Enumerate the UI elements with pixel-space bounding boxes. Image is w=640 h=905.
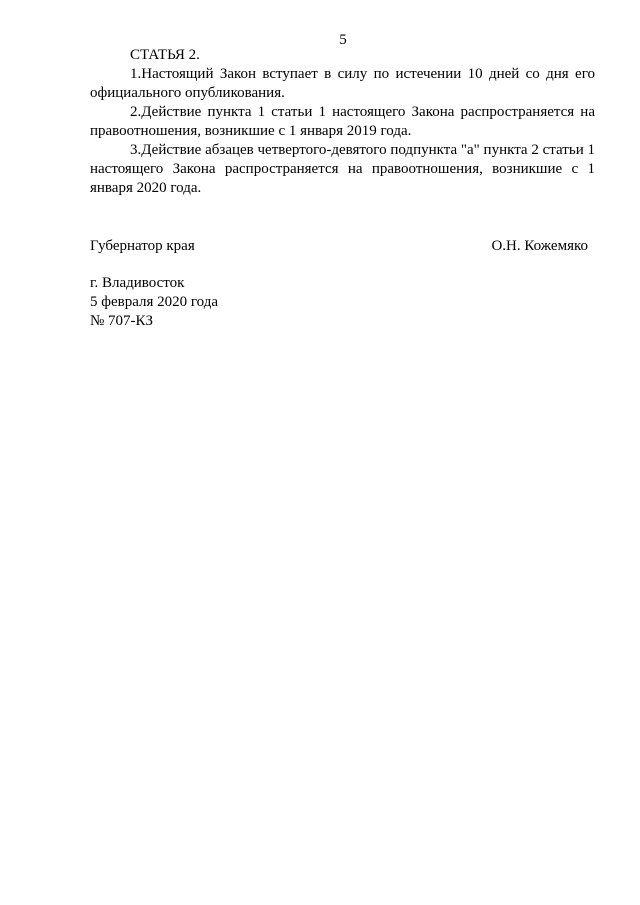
law-number-line: № 707-КЗ xyxy=(90,313,154,329)
date-line: 5 февраля 2020 года xyxy=(90,294,219,310)
signatory-name: О.Н. Кожемяко xyxy=(491,238,588,254)
signatory-position: Губернатор края xyxy=(90,238,195,254)
page-number: 5 xyxy=(339,32,347,48)
article-paragraph-3: 3.Действие абзацев четвертого-девятого подпункта "а" пункта 2 статьи 1 настоящего Закона распространяется на правоотношения, возникшие с 1 января 2020 года. xyxy=(90,142,595,196)
article-heading: СТАТЬЯ 2. xyxy=(130,47,200,63)
place-date-block xyxy=(90,274,218,331)
article-paragraph-1: 1.Настоящий Закон вступает в силу по истечении 10 дней со дня его официального опубликования. xyxy=(90,66,595,101)
city-line: г. Владивосток xyxy=(90,275,185,291)
article-body xyxy=(90,46,595,198)
article-paragraph-2: 2.Действие пункта 1 статьи 1 настоящего Закона распространяется на правоотношения, возникшие с 1 января 2019 года. xyxy=(90,104,595,139)
